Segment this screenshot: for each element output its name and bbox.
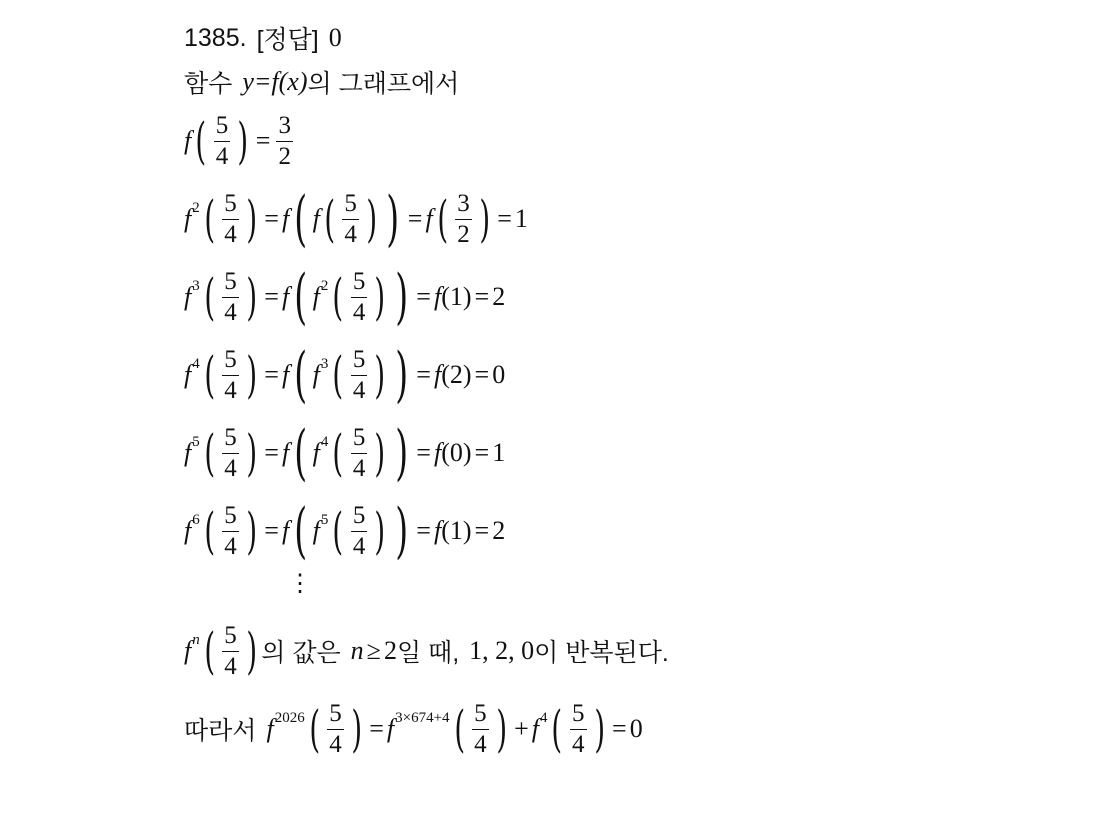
answer-label: [정답]	[256, 26, 319, 54]
cycle-values: 1, 2, 0	[469, 636, 535, 665]
equation-f5: f 5 ( $\frac{5}{4}$ ) = f ( f 4 ( $\frac{5}{4}$ ) ) = f (0) = 1	[184, 418, 506, 488]
final-answer: 0	[629, 714, 643, 743]
intro-prefix: 함수	[184, 70, 233, 98]
fraction-5-4: $\frac{5}{4}$	[215, 111, 229, 170]
conclusion-line: 따라서 f 2026 ( $\frac{5}{4}$ ) = f 3×674+4 ( $\frac{5}{4}$ ) + f 4 ( $\frac{5}{4}$ ) = 0	[184, 699, 643, 758]
answer-value: 0	[328, 23, 342, 52]
vertical-dots: ⋮	[288, 569, 312, 597]
cycle-statement: f n ( $\frac{5}{4}$ ) 의 값은 n ≥ 2 일 때, 1, 2, 0 이 반복된다.	[184, 621, 669, 680]
intro-suffix: 의 그래프에서	[307, 70, 460, 98]
result-f3: 2	[492, 282, 506, 311]
result-f4: 0	[492, 360, 506, 389]
fraction-3-2: $\frac{3}{2}$	[278, 111, 291, 170]
problem-number: 1385.	[184, 23, 247, 52]
equation-f2: f 2 ( $\frac{5}{4}$ ) = f ( f ( $\frac{5}{4}$ ) ) = f ( $\frac{3}{2}$ ) = 1	[184, 184, 528, 254]
equation-f4: f 4 ( $\frac{5}{4}$ ) = f ( f 3 ( $\frac{5}{4}$ ) ) = f (2) = 0	[184, 340, 506, 410]
result-f6: 2	[492, 516, 506, 545]
result-f5: 1	[492, 438, 506, 467]
equation-f1: f ( $\frac{5}{4}$ ) = $\frac{3}{2}$	[184, 111, 291, 170]
equation-f3: f 3 ( $\frac{5}{4}$ ) = f ( f 2 ( $\frac{5}{4}$ ) ) = f (1) = 2	[184, 262, 506, 332]
result-f2: 1	[514, 204, 528, 233]
function-expression: y=f(x)	[242, 67, 308, 96]
answer-header	[184, 22, 342, 54]
intro-line	[184, 65, 459, 99]
equation-f6: f 6 ( $\frac{5}{4}$ ) = f ( f 5 ( $\frac{5}{4}$ ) ) = f (1) = 2	[184, 496, 506, 566]
